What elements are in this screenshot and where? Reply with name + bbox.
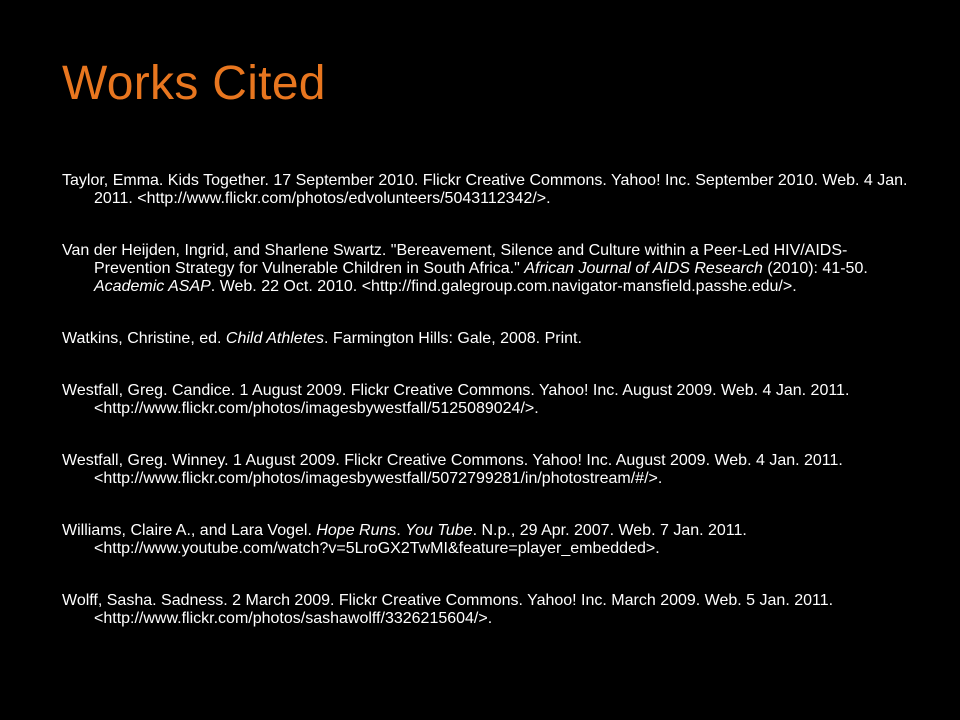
citation-item: [62, 382, 912, 418]
citation-text: Taylor, Emma. Kids Together. 17 September 2010. Flickr Creative Commons. Yahoo! Inc. September 2010. Web. 4 Jan. 2011. <http://www.flickr.com/photos/edvolunteers/5043112342/>.: [62, 172, 908, 207]
citation-title-italic: Academic ASAP: [94, 278, 211, 295]
citation-text: . Farmington Hills: Gale, 2008. Print.: [324, 330, 582, 347]
citation-item: [62, 522, 912, 558]
citation-title-italic: Hope Runs: [316, 522, 397, 539]
citation-text: . N.p., 29 Apr. 2007. Web. 7 Jan. 2011. <http://www.youtube.com/watch?v=5LroGX2TwMI&feature=player_embedded>.: [94, 522, 747, 557]
citation-text: Westfall, Greg. Candice. 1 August 2009. Flickr Creative Commons. Yahoo! Inc. August 2009. Web. 4 Jan. 2011. <http://www.flickr.com/photos/imagesbywestfall/5125089024/>.: [62, 382, 850, 417]
citation-item: [62, 172, 912, 208]
citation-text: Westfall, Greg. Winney. 1 August 2009. Flickr Creative Commons. Yahoo! Inc. August 2009. Web. 4 Jan. 2011. <http://www.flickr.com/photos/imagesbywestfall/5072799281/in/photostream/#/>.: [62, 452, 843, 487]
citation-title-italic: Child Athletes: [225, 330, 325, 347]
citation-text: (2010): 41-50.: [762, 260, 868, 277]
citation-text: .: [396, 522, 406, 539]
citation-item: [62, 592, 912, 628]
citation-text: Watkins, Christine, ed.: [62, 330, 226, 347]
citation-item: [62, 242, 912, 296]
citation-text: Wolff, Sasha. Sadness. 2 March 2009. Flickr Creative Commons. Yahoo! Inc. March 2009. Web. 5 Jan. 2011. <http://www.flickr.com/photos/sashawolff/3326215604/>.: [62, 592, 834, 627]
citation-text: Van der Heijden, Ingrid, and Sharlene Swartz. "Bereavement, Silence and Culture within a Peer-Led HIV/AIDS-Prevention Strategy for Vulnerable Children in South Africa.": [62, 242, 848, 277]
citation-item: [62, 452, 912, 488]
citation-title-italic: You Tube: [405, 522, 473, 539]
citation-title-italic: African Journal of AIDS Research: [524, 260, 763, 277]
citation-text: . Web. 22 Oct. 2010. <http://find.galegroup.com.navigator-mansfield.passhe.edu/>.: [210, 278, 797, 295]
citation-list: [62, 172, 912, 662]
page-title: Works Cited: [62, 57, 326, 110]
citation-item: [62, 330, 912, 348]
citation-text: Williams, Claire A., and Lara Vogel.: [62, 522, 317, 539]
